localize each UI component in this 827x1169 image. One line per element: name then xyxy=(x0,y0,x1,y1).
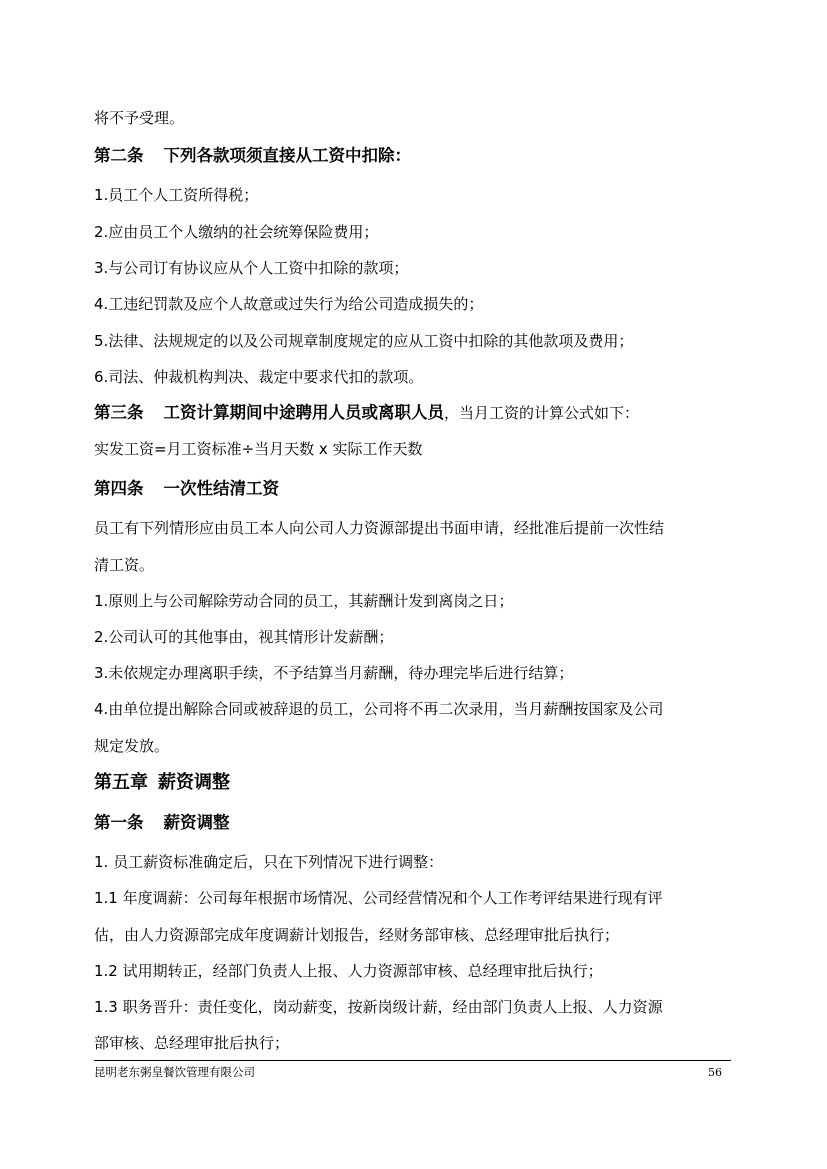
article-heading xyxy=(94,403,734,423)
list-item: 4.由单位提出解除合同或被辞退的员工，公司将不再二次录用，当月薪酬按国家及公司 xyxy=(94,700,664,718)
paragraph-line: 清工资。 xyxy=(94,556,155,574)
list-item: 1.3 职务晋升：责任变化，岗动薪变，按新岗级计薪，经由部门负责人上报、人力资源 xyxy=(94,998,663,1016)
list-item: 3.未依规定办理离职手续，不予结算当月薪酬，待办理完毕后进行结算； xyxy=(94,664,574,682)
paragraph-line: 将不予受理。 xyxy=(94,109,185,127)
list-item: 2.应由员工个人缴纳的社会统筹保险费用； xyxy=(94,223,379,241)
list-item: 4.工违纪罚款及应个人故意或过失行为给公司造成损失的； xyxy=(94,295,484,313)
footer-company: 昆明老东粥皇餐饮管理有限公司 xyxy=(94,1065,255,1079)
page-number: 56 xyxy=(708,1066,722,1079)
chapter-title: 薪资调整 xyxy=(158,772,230,793)
paragraph-line: 员工有下列情形应由员工本人向公司人力资源部提出书面申请，经批准后提前一次性结 xyxy=(94,519,665,537)
chapter-heading xyxy=(94,773,734,793)
list-item: 1.员工个人工资所得税； xyxy=(94,186,259,204)
formula-line: 实发工资=月工资标准÷当月天数 x 实际工作天数 xyxy=(94,440,423,458)
list-item: 部审核、总经理审批后执行； xyxy=(94,1034,290,1052)
list-item: 估，由人力资源部完成年度调薪计划报告，经财务部审核、总经理审批后执行； xyxy=(94,926,620,944)
list-item: 1.原则上与公司解除劳动合同的员工，其薪酬计发到离岗之日； xyxy=(94,592,514,610)
article-title: 工资计算期间中途聘用人员或离职人员 xyxy=(163,403,444,422)
article-text: ，当月工资的计算公式如下： xyxy=(444,404,640,422)
article-number: 第四条 xyxy=(94,479,144,498)
paragraph-line: 1. 员工薪资标准确定后，只在下列情况下进行调整： xyxy=(94,853,444,871)
article-number: 第一条 xyxy=(94,813,144,832)
article-title: 下列各款项须直接从工资中扣除： xyxy=(163,146,411,165)
chapter-number: 第五章 xyxy=(94,772,148,793)
article-heading xyxy=(94,146,734,166)
list-item: 2.公司认可的其他事由，视其情形计发薪酬； xyxy=(94,628,394,646)
list-item: 1.1 年度调薪：公司每年根据市场情况、公司经营情况和个人工作考评结果进行现有评 xyxy=(94,889,663,907)
article-number: 第二条 xyxy=(94,146,144,165)
article-heading xyxy=(94,813,734,833)
article-title: 薪资调整 xyxy=(163,813,230,832)
article-number: 第三条 xyxy=(94,403,144,422)
footer-divider xyxy=(94,1060,731,1061)
list-item: 规定发放。 xyxy=(94,737,170,755)
list-item: 3.与公司订有协议应从个人工资中扣除的款项； xyxy=(94,259,409,277)
list-item: 6.司法、仲裁机构判决、裁定中要求代扣的款项。 xyxy=(94,368,424,386)
article-title: 一次性结清工资 xyxy=(163,479,279,498)
article-heading xyxy=(94,479,734,499)
list-item: 1.2 试用期转正，经部门负责人上报、人力资源部审核、总经理审批后执行； xyxy=(94,962,603,980)
list-item: 5.法律、法规规定的以及公司规章制度规定的应从工资中扣除的其他款项及费用； xyxy=(94,332,634,350)
